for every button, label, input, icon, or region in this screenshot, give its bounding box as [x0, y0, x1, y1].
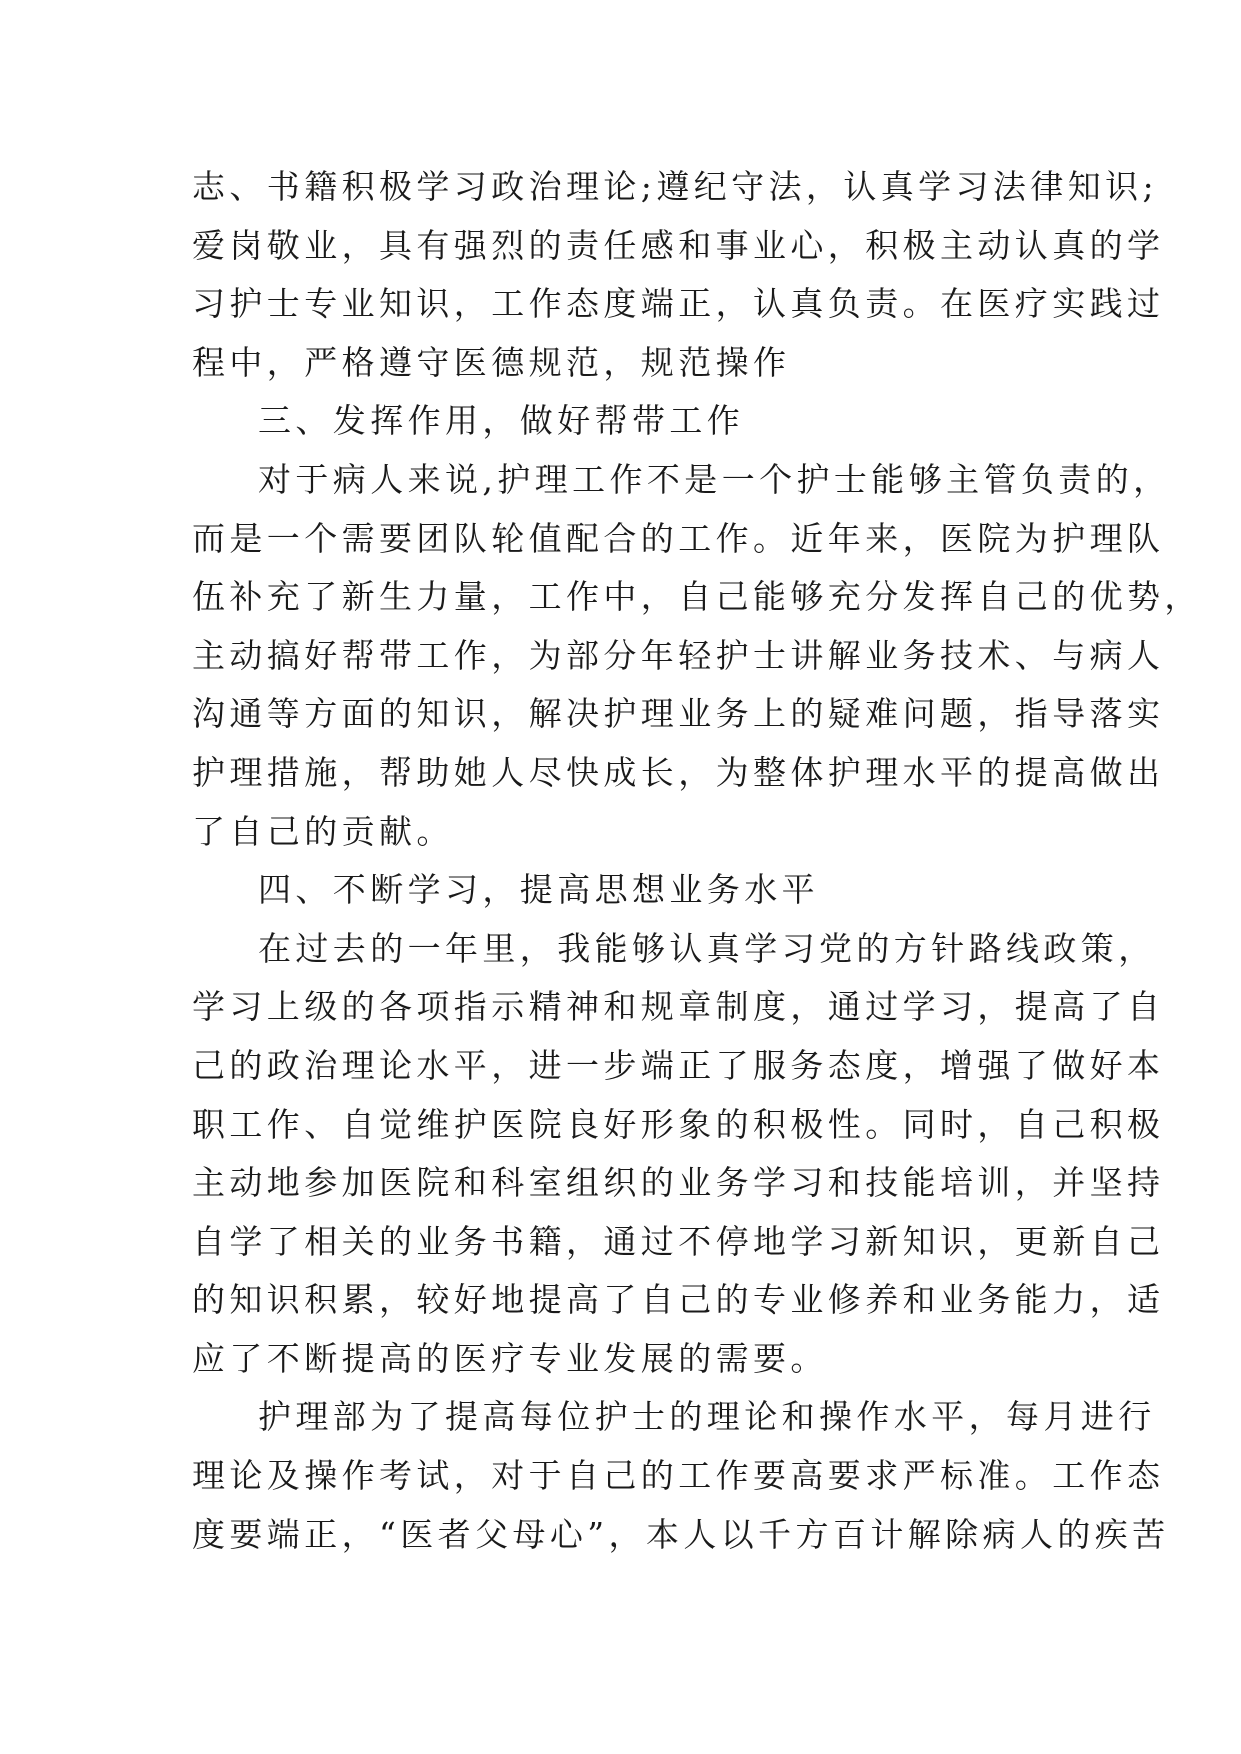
text-line: 度要端正，“医者父母心”，本人以千方百计解除病人的疾苦: [192, 1514, 1170, 1554]
text-line: 而是一个需要团队轮值配合的工作。近年来，医院为护理队: [192, 518, 1165, 558]
text-line: 主动搞好帮带工作，为部分年轻护士讲解业务技术、与病人: [192, 635, 1165, 675]
text-line: 伍补充了新生力量，工作中，自己能够充分发挥自己的优势，: [192, 577, 1202, 617]
text-line: 主动地参加医院和科室组织的业务学习和技能培训，并坚持: [192, 1163, 1165, 1203]
text-line: 习护士专业知识，工作态度端正，认真负责。在医疗实践过: [192, 284, 1165, 324]
text-line: 己的政治理论水平，进一步端正了服务态度，增强了做好本: [192, 1045, 1165, 1085]
text-line: 志、书籍积极学习政治理论;遵纪守法，认真学习法律知识;: [192, 167, 1159, 206]
paragraph-start: 护理部为了提高每位护士的理论和操作水平，每月进行: [258, 1397, 1156, 1437]
text-line: 爱岗敬业，具有强烈的责任感和事业心，积极主动认真的学: [192, 225, 1165, 265]
text-line: 的知识积累，较好地提高了自己的专业修养和业务能力，适: [192, 1280, 1165, 1320]
text-line: 自学了相关的业务书籍，通过不停地学习新知识，更新自己: [192, 1221, 1165, 1261]
text-line: 沟通等方面的知识，解决护理业务上的疑难问题，指导落实: [192, 694, 1165, 734]
text-line: 程中，严格遵守医德规范，规范操作: [192, 342, 791, 382]
paragraph-start: 在过去的一年里，我能够认真学习党的方针路线政策，: [258, 928, 1156, 968]
text-line: 应了不断提高的医疗专业发展的需要。: [192, 1338, 828, 1378]
paragraph-start: 对于病人来说,护理工作不是一个护士能够主管负责的，: [258, 459, 1171, 499]
section-heading: 三、发挥作用，做好帮带工作: [258, 401, 745, 441]
text-line: 职工作、自觉维护医院良好形象的积极性。同时，自己积极: [192, 1104, 1165, 1144]
text-line: 了自己的贡献。: [192, 811, 454, 851]
document-body: [192, 158, 1202, 1564]
text-line: 护理措施，帮助她人尽快成长，为整体护理水平的提高做出: [192, 752, 1165, 792]
text-line: 学习上级的各项指示精神和规章制度，通过学习，提高了自: [192, 987, 1165, 1027]
section-heading: 四、不断学习，提高思想业务水平: [258, 870, 819, 910]
text-line: 理论及操作考试，对于自己的工作要高要求严标准。工作态: [192, 1456, 1165, 1496]
